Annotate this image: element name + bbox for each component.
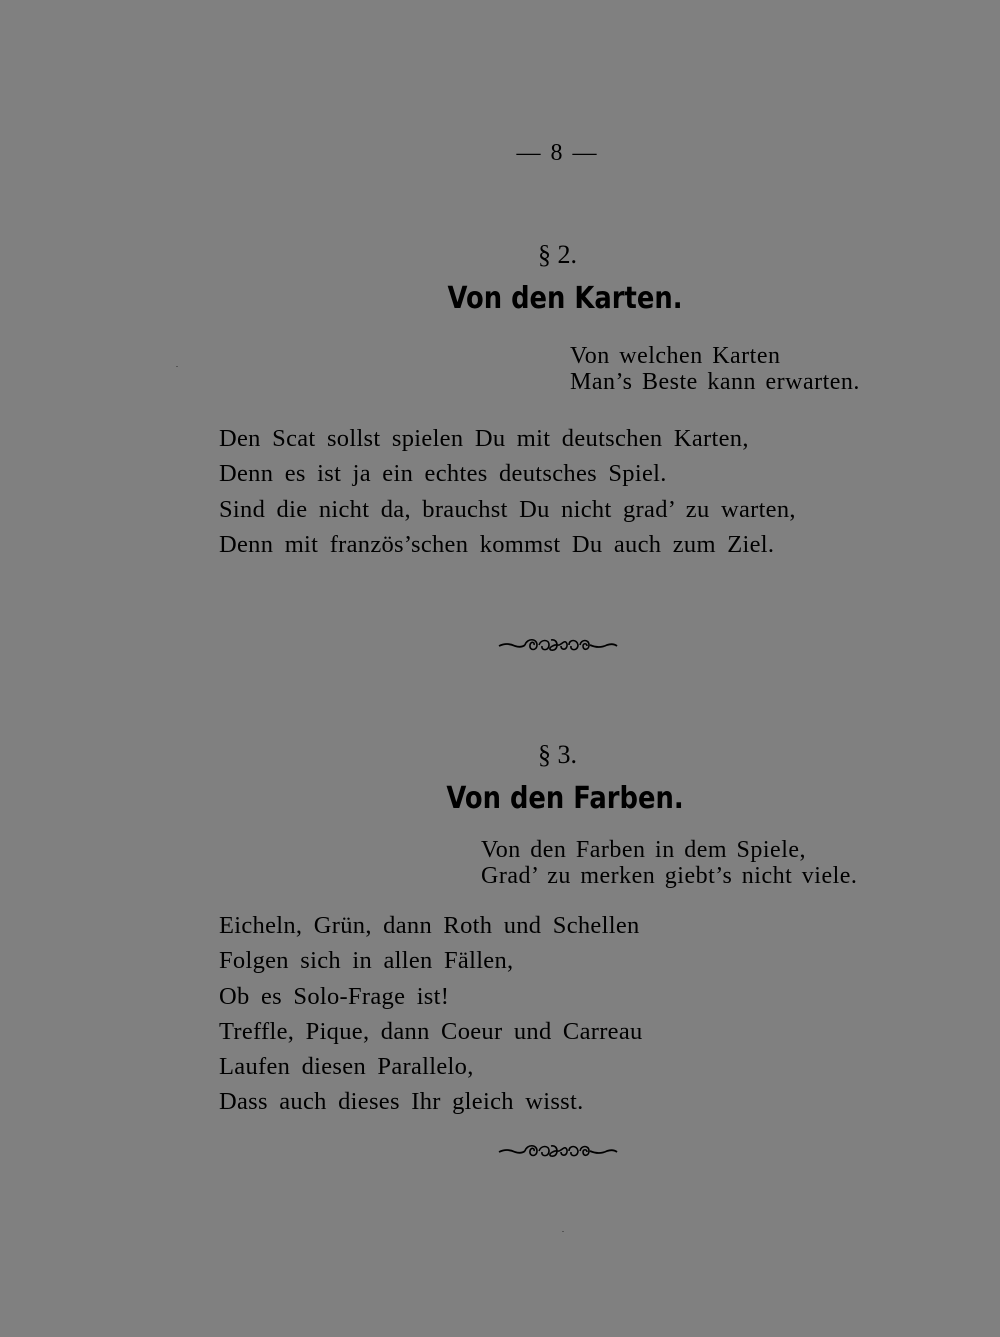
- section-title: Von den Farben.: [446, 781, 684, 816]
- section-number: § 2.: [538, 240, 577, 269]
- verse-line: Folgen sich in allen Fällen,: [219, 947, 514, 975]
- motto-line: Von den Farben in dem Spiele,: [481, 837, 807, 863]
- verse-line: Ob es Solo-Frage ist!: [219, 982, 450, 1010]
- page-number: — 8 —: [516, 140, 599, 166]
- ornament-svg: [497, 1142, 619, 1160]
- verse-line: Sind die nicht da, brauchst Du nicht grad’ zu warten,: [219, 495, 796, 523]
- verse-line: Laufen diesen Parallelo,: [219, 1053, 474, 1081]
- section-number: § 3.: [538, 740, 577, 769]
- verse-line: Dass auch dieses Ihr gleich wisst.: [219, 1088, 584, 1116]
- verse-line: Denn es ist ja ein echtes deutsches Spiel.: [219, 460, 667, 488]
- printer-ornament-icon: [0, 636, 1000, 656]
- motto-line: Von welchen Karten: [570, 343, 781, 369]
- motto-line: Man’s Beste kann erwarten.: [570, 369, 860, 395]
- printer-ornament-icon: [0, 1142, 1000, 1162]
- verse-line: Den Scat sollst spielen Du mit deutschen Karten,: [219, 425, 749, 452]
- section-title: Von den Karten.: [447, 281, 683, 316]
- section-motto: [570, 343, 860, 395]
- motto-line: Grad’ zu merken giebt’s nicht viele.: [481, 863, 858, 889]
- scan-speck: [176, 366, 178, 367]
- ornament-svg: [497, 636, 619, 654]
- scan-speck: [562, 1231, 564, 1232]
- section-motto: [481, 837, 857, 889]
- verse-line: Denn mit französ’schen kommst Du auch zum Ziel.: [219, 530, 775, 558]
- verse-block: [219, 908, 643, 1120]
- verse-block: [219, 421, 796, 562]
- verse-line: Eicheln, Grün, dann Roth und Schellen: [219, 912, 640, 939]
- verse-line: Treffle, Pique, dann Coeur und Carreau: [219, 1017, 643, 1045]
